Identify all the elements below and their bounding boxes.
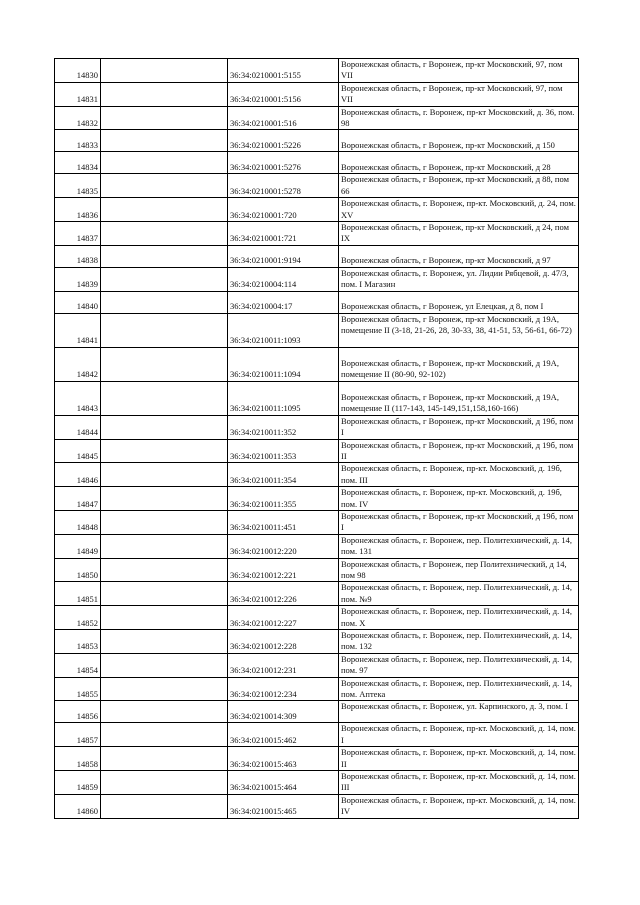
cadastral-number-cell: 36:34:0210001:5276 (228, 152, 339, 174)
empty-cell (101, 130, 228, 152)
cadastral-number-cell: 36:34:0210015:464 (228, 771, 339, 795)
table-row (55, 653, 579, 677)
cadastral-number-cell: 36:34:0210015:463 (228, 747, 339, 771)
empty-cell (101, 558, 228, 582)
table-row (55, 794, 579, 818)
record-number-cell: 14833 (55, 130, 101, 152)
record-number-cell: 14859 (55, 771, 101, 795)
cadastral-number-cell: 36:34:0210001:9194 (228, 245, 339, 267)
empty-cell (101, 82, 228, 106)
register-table-body (55, 59, 579, 819)
table-row (55, 313, 579, 347)
empty-cell (101, 723, 228, 747)
empty-cell (101, 534, 228, 558)
empty-cell (101, 701, 228, 723)
table-row (55, 487, 579, 511)
table-row (55, 106, 579, 130)
address-cell: Воронежская область, г Воронеж, пр-кт Московский, 97, пом VII (339, 82, 579, 106)
empty-cell (101, 347, 228, 381)
table-row (55, 558, 579, 582)
record-number-cell: 14830 (55, 59, 101, 83)
empty-cell (101, 198, 228, 222)
address-cell: Воронежская область, г. Воронеж, пр-кт. Московский, д. 24, пом. XV (339, 198, 579, 222)
cadastral-number-cell: 36:34:0210011:353 (228, 439, 339, 463)
empty-cell (101, 771, 228, 795)
empty-cell (101, 106, 228, 130)
table-row (55, 130, 579, 152)
address-cell: Воронежская область, г. Воронеж, пер. Политехнический, д. 14, пом. X (339, 606, 579, 630)
record-number-cell: 14836 (55, 198, 101, 222)
record-number-cell: 14852 (55, 606, 101, 630)
record-number-cell: 14835 (55, 174, 101, 198)
cadastral-number-cell: 36:34:0210001:5156 (228, 82, 339, 106)
table-row (55, 582, 579, 606)
cadastral-number-cell: 36:34:0210004:17 (228, 291, 339, 313)
cadastral-number-cell: 36:34:0210011:1094 (228, 347, 339, 381)
cadastral-number-cell: 36:34:0210011:354 (228, 463, 339, 487)
address-cell: Воронежская область, г. Воронеж, пр-кт. Московский, д. 19б, пом. IV (339, 487, 579, 511)
table-row (55, 747, 579, 771)
table-row (55, 222, 579, 246)
property-register-table (54, 58, 579, 819)
record-number-cell: 14855 (55, 677, 101, 701)
empty-cell (101, 439, 228, 463)
empty-cell (101, 291, 228, 313)
record-number-cell: 14856 (55, 701, 101, 723)
cadastral-number-cell: 36:34:0210001:721 (228, 222, 339, 246)
address-cell: Воронежская область, г. Воронеж, пр-кт Московский, д. 36, пом. 98 (339, 106, 579, 130)
address-cell: Воронежская область, г Воронеж, пр-кт Московский, д 88, пом 66 (339, 174, 579, 198)
empty-cell (101, 174, 228, 198)
address-cell: Воронежская область, г. Воронеж, пер. Политехнический, д. 14, пом. 97 (339, 653, 579, 677)
cadastral-number-cell: 36:34:0210004:114 (228, 267, 339, 291)
record-number-cell: 14841 (55, 313, 101, 347)
record-number-cell: 14840 (55, 291, 101, 313)
table-row (55, 152, 579, 174)
cadastral-number-cell: 36:34:0210012:231 (228, 653, 339, 677)
address-cell: Воронежская область, г Воронеж, пр-кт Московский, д 19А, помещение II (3-18, 21-26, 28, 30-33, 38, 41-51, 53, 56-61, 66-72) (339, 313, 579, 347)
address-cell: Воронежская область, г Воронеж, пр-кт Московский, 97, пом VII (339, 59, 579, 83)
table-row (55, 463, 579, 487)
empty-cell (101, 313, 228, 347)
table-row (55, 534, 579, 558)
record-number-cell: 14839 (55, 267, 101, 291)
table-row (55, 59, 579, 83)
cadastral-number-cell: 36:34:0210012:234 (228, 677, 339, 701)
cadastral-number-cell: 36:34:0210001:5278 (228, 174, 339, 198)
record-number-cell: 14845 (55, 439, 101, 463)
table-row (55, 267, 579, 291)
address-cell: Воронежская область, г. Воронеж, пер. Политехнический, д. 14, пом. 131 (339, 534, 579, 558)
address-cell: Воронежская область, г. Воронеж, пр-кт. Московский, д. 19б, пом. III (339, 463, 579, 487)
cadastral-number-cell: 36:34:0210012:227 (228, 606, 339, 630)
cadastral-number-cell: 36:34:0210011:1095 (228, 381, 339, 415)
record-number-cell: 14848 (55, 510, 101, 534)
empty-cell (101, 152, 228, 174)
record-number-cell: 14857 (55, 723, 101, 747)
address-cell: Воронежская область, г. Воронеж, пер. Политехнический, д. 14, пом. Аптека (339, 677, 579, 701)
address-cell: Воронежская область, г. Воронеж, пр-кт. Московский, д. 14, пом. II (339, 747, 579, 771)
table-row (55, 606, 579, 630)
empty-cell (101, 606, 228, 630)
table-row (55, 723, 579, 747)
record-number-cell: 14847 (55, 487, 101, 511)
address-cell: Воронежская область, г Воронеж, пр-кт Московский, д 150 (339, 130, 579, 152)
empty-cell (101, 415, 228, 439)
address-cell: Воронежская область, г Воронеж, ул Елецкая, д 8, пом I (339, 291, 579, 313)
table-row (55, 771, 579, 795)
record-number-cell: 14838 (55, 245, 101, 267)
cadastral-number-cell: 36:34:0210011:1093 (228, 313, 339, 347)
empty-cell (101, 463, 228, 487)
cadastral-number-cell: 36:34:0210011:355 (228, 487, 339, 511)
cadastral-number-cell: 36:34:0210012:226 (228, 582, 339, 606)
table-row (55, 677, 579, 701)
record-number-cell: 14851 (55, 582, 101, 606)
table-row (55, 291, 579, 313)
table-row (55, 381, 579, 415)
table-row (55, 415, 579, 439)
address-cell: Воронежская область, г Воронеж, пр-кт Московский, д 19б, пом II (339, 439, 579, 463)
record-number-cell: 14843 (55, 381, 101, 415)
address-cell: Воронежская область, г Воронеж, пр-кт Московский, д 28 (339, 152, 579, 174)
empty-cell (101, 510, 228, 534)
address-cell: Воронежская область, г. Воронеж, пер. Политехнический, д. 14, пом. 132 (339, 630, 579, 654)
address-cell: Воронежская область, г. Воронеж, пр-кт. Московский, д. 14, пом. III (339, 771, 579, 795)
record-number-cell: 14834 (55, 152, 101, 174)
record-number-cell: 14842 (55, 347, 101, 381)
record-number-cell: 14854 (55, 653, 101, 677)
cadastral-number-cell: 36:34:0210012:220 (228, 534, 339, 558)
address-cell: Воронежская область, г Воронеж, пр-кт Московский, д 19А, помещение II (117-143, 145-149,151,158,160-166) (339, 381, 579, 415)
record-number-cell: 14832 (55, 106, 101, 130)
empty-cell (101, 59, 228, 83)
address-cell: Воронежская область, г Воронеж, пр-кт Московский, д 24, пом IX (339, 222, 579, 246)
record-number-cell: 14831 (55, 82, 101, 106)
empty-cell (101, 267, 228, 291)
cadastral-number-cell: 36:34:0210001:5226 (228, 130, 339, 152)
table-row (55, 174, 579, 198)
record-number-cell: 14846 (55, 463, 101, 487)
address-cell: Воронежская область, г Воронеж, пр-кт Московский, д 19А, помещение II (80-90, 92-102) (339, 347, 579, 381)
cadastral-number-cell: 36:34:0210001:720 (228, 198, 339, 222)
empty-cell (101, 245, 228, 267)
table-row (55, 510, 579, 534)
empty-cell (101, 381, 228, 415)
table-row (55, 198, 579, 222)
cadastral-number-cell: 36:34:0210012:228 (228, 630, 339, 654)
cadastral-number-cell: 36:34:0210015:465 (228, 794, 339, 818)
address-cell: Воронежская область, г. Воронеж, пер. Политехнический, д. 14, пом. №9 (339, 582, 579, 606)
record-number-cell: 14850 (55, 558, 101, 582)
table-row (55, 82, 579, 106)
record-number-cell: 14858 (55, 747, 101, 771)
cadastral-number-cell: 36:34:0210001:516 (228, 106, 339, 130)
address-cell: Воронежская область, г Воронеж, пр-кт Московский, д 97 (339, 245, 579, 267)
empty-cell (101, 487, 228, 511)
empty-cell (101, 747, 228, 771)
empty-cell (101, 630, 228, 654)
cadastral-number-cell: 36:34:0210011:352 (228, 415, 339, 439)
cadastral-number-cell: 36:34:0210015:462 (228, 723, 339, 747)
address-cell: Воронежская область, г Воронеж, пр-кт Московский, д 19б, пом I (339, 510, 579, 534)
table-row (55, 701, 579, 723)
record-number-cell: 14837 (55, 222, 101, 246)
cadastral-number-cell: 36:34:0210014:309 (228, 701, 339, 723)
record-number-cell: 14849 (55, 534, 101, 558)
address-cell: Воронежская область, г. Воронеж, ул. Лидии Рябцевой, д. 47/3, пом. I Магазин (339, 267, 579, 291)
cadastral-number-cell: 36:34:0210001:5155 (228, 59, 339, 83)
cadastral-number-cell: 36:34:0210012:221 (228, 558, 339, 582)
empty-cell (101, 222, 228, 246)
address-cell: Воронежская область, г Воронеж, пер Политехнический, д 14, пом 98 (339, 558, 579, 582)
address-cell: Воронежская область, г. Воронеж, пр-кт. Московский, д. 14, пом. I (339, 723, 579, 747)
table-row (55, 347, 579, 381)
table-row (55, 630, 579, 654)
empty-cell (101, 794, 228, 818)
address-cell: Воронежская область, г Воронеж, пр-кт Московский, д 19б, пом I (339, 415, 579, 439)
address-cell: Воронежская область, г. Воронеж, пр-кт. Московский, д. 14, пом. IV (339, 794, 579, 818)
empty-cell (101, 677, 228, 701)
table-row (55, 245, 579, 267)
address-cell: Воронежская область, г. Воронеж, ул. Карпинского, д. 3, пом. I (339, 701, 579, 723)
record-number-cell: 14853 (55, 630, 101, 654)
empty-cell (101, 653, 228, 677)
record-number-cell: 14860 (55, 794, 101, 818)
empty-cell (101, 582, 228, 606)
table-row (55, 439, 579, 463)
cadastral-number-cell: 36:34:0210011:451 (228, 510, 339, 534)
record-number-cell: 14844 (55, 415, 101, 439)
